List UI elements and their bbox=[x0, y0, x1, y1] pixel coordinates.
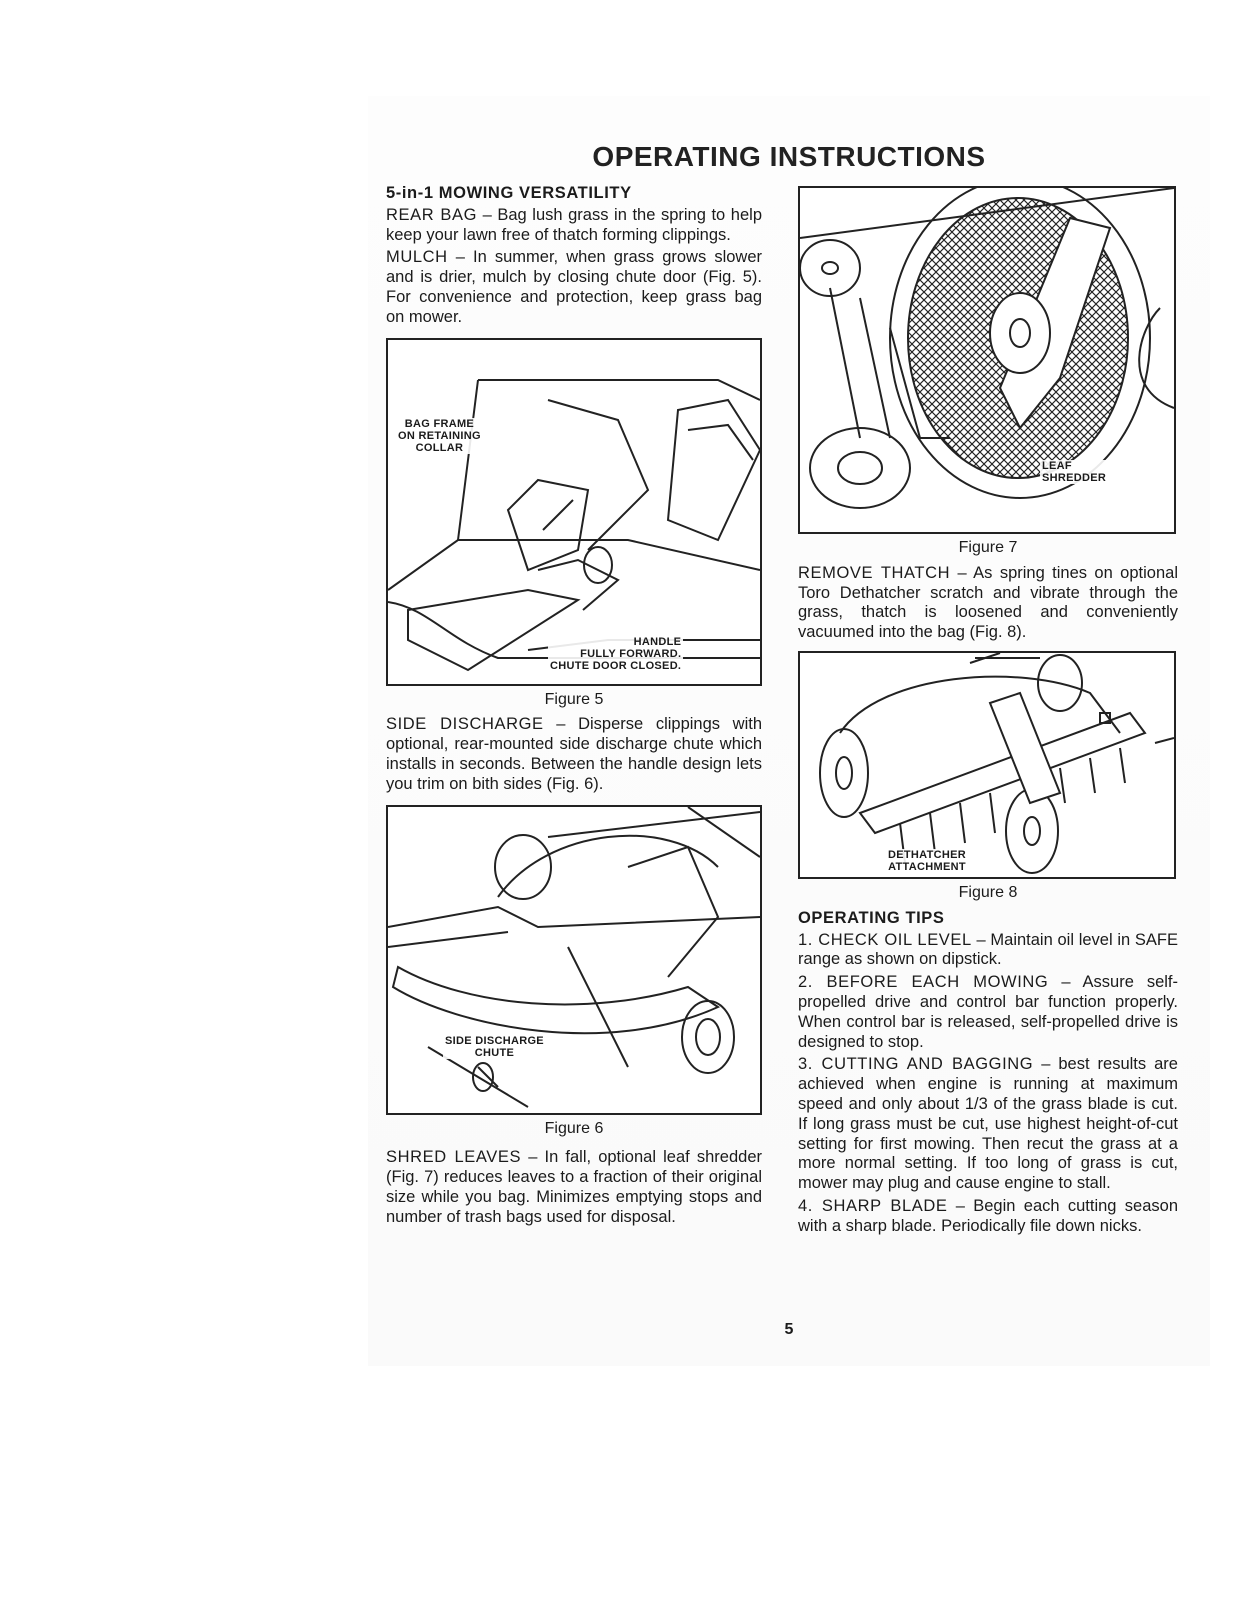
tip-lead: 1. CHECK OIL LEVEL bbox=[798, 930, 972, 949]
callout-side-discharge-chute: SIDE DISCHARGE CHUTE bbox=[445, 1034, 544, 1059]
figure-5-illustration bbox=[386, 338, 762, 686]
side-discharge-chute-drawing bbox=[388, 807, 760, 1113]
section-heading-versatility: 5-in-1 MOWING VERSATILITY bbox=[386, 184, 632, 202]
leaf-shredder-drawing bbox=[800, 188, 1174, 532]
tip-lead: 2. BEFORE EACH MOWING bbox=[798, 973, 1049, 992]
tip-text: – best results are achieved when engine is running at maximum speed and only about 1/3 of the grass blade is cut. If long grass must be cut, use highest height-of-cut setting for first mowing. Then recut the grass at a more normal setting. If too long of grass is cut, mower may plug and cause engine to stall. bbox=[798, 1055, 1178, 1193]
text-remove-thatch: – As spring tines on optional Toro Dethatcher scratch and vibrate through the grass, thatch is loosened and conveniently vacuumed into the bag (Fig. 8). bbox=[798, 563, 1178, 642]
figure-8-caption: Figure 8 bbox=[958, 883, 1018, 901]
right-column bbox=[798, 186, 1178, 1240]
lead-rear-bag: REAR BAG bbox=[386, 205, 478, 224]
paragraph-mulch bbox=[386, 248, 762, 327]
mower-bag-frame-drawing bbox=[388, 340, 760, 684]
lead-shred-leaves: SHRED LEAVES bbox=[386, 1148, 522, 1167]
page-title: OPERATING INSTRUCTIONS bbox=[592, 141, 986, 172]
callout-handle-forward: HANDLE FULLY FORWARD. CHUTE DOOR CLOSED. bbox=[550, 635, 682, 672]
tip-cutting-bagging bbox=[798, 1055, 1178, 1194]
tip-text: – Maintain oil level in SAFE range as shown on dipstick. bbox=[798, 930, 1178, 969]
text-shred-leaves: – In fall, optional leaf shredder (Fig. 7) reduces leaves to a fraction of their original size while you bag. Minimizes emptying stops and number of trash bags used for disposal. bbox=[386, 1148, 762, 1226]
tip-lead: 4. SHARP BLADE bbox=[798, 1196, 948, 1215]
tip-text: – Assure self-propelled drive and control bar function properly. When control bar is released, self-propelled drive is designed to stop. bbox=[798, 973, 1178, 1051]
text-rear-bag: – Bag lush grass in the spring to help keep your lawn free of thatch forming clippings. bbox=[386, 205, 762, 244]
figure-6-illustration bbox=[386, 805, 762, 1115]
callout-bag-frame: BAG FRAME ON RETAINING COLLAR bbox=[398, 417, 481, 454]
left-column bbox=[386, 184, 762, 1231]
dethatcher-attachment-drawing bbox=[800, 653, 1174, 877]
figure-5-caption: Figure 5 bbox=[544, 690, 604, 708]
page-number: 5 bbox=[784, 1321, 794, 1338]
figure-8-illustration bbox=[798, 651, 1176, 879]
tip-before-mowing bbox=[798, 973, 1178, 1052]
lead-side-discharge: SIDE DISCHARGE bbox=[386, 715, 544, 734]
paragraph-remove-thatch bbox=[798, 564, 1178, 643]
lead-remove-thatch: REMOVE THATCH bbox=[798, 563, 951, 582]
text-side-discharge: – Disperse clippings with optional, rear-mounted side discharge chute which installs in seconds. Between the handle design lets you trim on bith sides (Fig. 6). bbox=[386, 715, 762, 793]
tip-lead: 3. CUTTING AND BAGGING bbox=[798, 1055, 1034, 1074]
tip-check-oil bbox=[798, 931, 1178, 971]
section-heading-operating-tips: OPERATING TIPS bbox=[798, 908, 945, 927]
paragraph-side-discharge bbox=[386, 715, 762, 794]
paragraph-shred-leaves bbox=[386, 1148, 762, 1227]
tip-text: – Begin each cutting season with a sharp blade. Periodically file down nicks. bbox=[798, 1196, 1178, 1235]
callout-dethatcher: DETHATCHER ATTACHMENT bbox=[888, 848, 966, 873]
paragraph-rear-bag bbox=[386, 206, 762, 246]
figure-7-caption: Figure 7 bbox=[958, 539, 1018, 556]
figure-6-caption: Figure 6 bbox=[544, 1119, 604, 1137]
tip-sharp-blade bbox=[798, 1197, 1178, 1237]
callout-leaf-shredder: LEAF SHREDDER bbox=[1042, 460, 1107, 484]
text-mulch: – In summer, when grass grows slower and is drier, mulch by closing chute door (Fig. 5). For convenience and protection, keep grass bag on mower. bbox=[386, 248, 762, 326]
figure-7-illustration bbox=[798, 186, 1176, 534]
lead-mulch: MULCH bbox=[386, 248, 448, 267]
